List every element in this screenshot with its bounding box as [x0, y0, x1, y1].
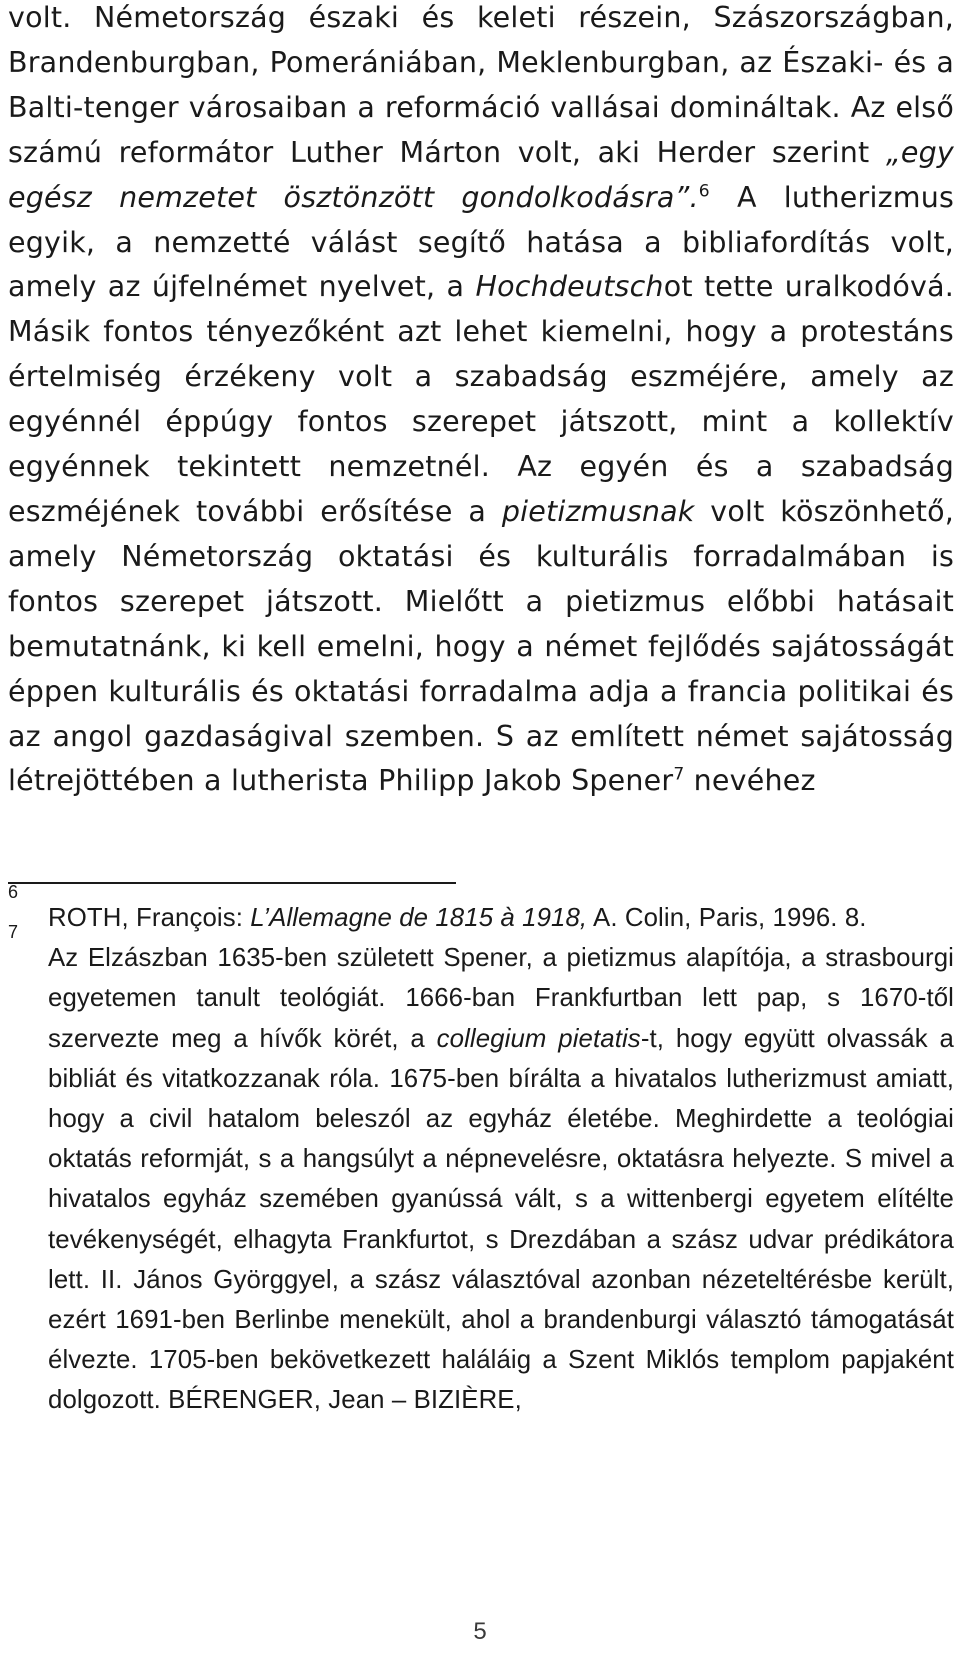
footnote-text: -t, hogy együtt olvassák a bibliát és vitatkozzanak róla. 1675-ben bírálta a hivatalos lutherizmust amiatt, hogy a civil hatalom beleszól az egyház életébe. Meghirdette a teológiai oktatás reformját, s a hangsúlyt a népnevelésre, oktatásra helyezte. S mivel a hivatalos egyház szemében gyanússá vált, s a wittenbergi egyetem elítélte tevékenységét, elhagyta Frankfurtot, s Drezdában a szász udvar prédikátora lett. II. János Györggyel, a szász választóval azonban nézeteltérésbe került, ezért 1691-ben Berlinbe menekült, ahol a brandenburgi választó támogatását élvezte. 1705-ben bekövetkezett haláláig a Szent Miklós templom papjaként dolgozott. BÉRENGER, Jean – BIZIÈRE, [48, 1024, 954, 1415]
herder-quote: „egy egész nemzetet ösztönzött gondolkodásra”. [8, 135, 954, 214]
page-number: 5 [473, 1618, 487, 1645]
body-text-part: ot tette uralkodóvá. Másik fontos tényezőként azt lehet kiemelni, hogy a protestáns értelmiség érzékeny volt a szabadság eszméjére, amely az egyénnél éppúgy fontos szerepet játszott, mint a kollektív egyénnek tekintett nemzetnél. Az egyén és a szabadság eszméjének további erősítése a [8, 270, 955, 528]
footnote-ref-7[interactable]: 7 [673, 764, 685, 785]
footnote-7: 7 Az Elzászban 1635-ben született Spener, a pietizmus alapítója, a strasbourgi egyetemen tanult teológiát. 1666-ban Frankfurtban lett pap, s 1670-től szervezte meg a hívők körét, a collegium pietatis-t, hogy együtt olvassák a bibliát és vitatkozzanak róla. 1675-ben bírálta a hivatalos lutherizmust amiatt, hogy a civil hatalom beleszól az egyház életébe. Meghirdette a teológiai oktatás reformját, s a hangsúlyt a népnevelésre, oktatásra helyezte. S mivel a hivatalos egyház szemében gyanússá vált, s a wittenbergi egyetem elítélte tevékenységét, elhagyta Frankfurtot, s Drezdában a szász udvar prédikátora lett. II. János Györggyel, a szász választóval azonban nézeteltérésbe került, ezért 1691-ben Berlinbe menekült, ahol a brandenburgi választó támogatását élvezte. 1705-ben bekövetkezett haláláig a Szent Miklós templom papjaként dolgozott. BÉRENGER, Jean – BIZIÈRE, [8, 922, 954, 1415]
footnote-latin-term: collegium pietatis [436, 1024, 641, 1053]
body-text-part: nevéhez [684, 764, 816, 798]
footnote-ref-6[interactable]: 6 [698, 181, 710, 202]
footnote-text: A. Colin, Paris, 1996. 8. [587, 904, 867, 932]
footnotes-section [8, 882, 954, 1421]
footnote-6: 6 ROTH, François: L’Allemagne de 1815 à 1918, A. Colin, Paris, 1996. 8. [8, 882, 867, 932]
document-page [8, 0, 955, 1415]
footnote-text: ROTH, François: [48, 904, 251, 932]
body-paragraph [8, 0, 954, 804]
italic-term-pietizmus: pietizmusnak [501, 494, 695, 528]
footnote-text: Az Elzászban 1635-ben született Spener, a pietizmus alapítója, a strasbourgi egyetemen tanult teológiát. 1666-ban Frankfurtban lett pap, s 1670-től szervezte meg a hívők körét, a [48, 944, 954, 1053]
body-text-part: volt. Németország északi és keleti részein, Szászországban, Brandenburgban, Pomerániában, Meklenburgban, az Északi- és a Balti-tenger városaiban a reformáció vallásai domináltak. Az első számú reformátor Luther Márton volt, aki Herder szerint [8, 1, 954, 169]
italic-term-hochdeutsch: Hochdeutsch [475, 270, 664, 304]
body-text-part: A lutherizmus egyik, a nemzetté válást segítő hatása a bibliafordítás volt, amely az újfelnémet nyelvet, a [8, 180, 955, 304]
footnote-book-title: L’Allemagne de 1815 à 1918, [250, 904, 588, 932]
body-text-part: volt köszönhető, amely Németország oktatási és kulturális forradalmában is fontos szerepet játszott. Mielőtt a pietizmus előbbi hatásait bemutatnánk, ki kell emelni, hogy a német fejlődés sajátosságát éppen kulturális és oktatási forradalma adja a francia politikai és az angol gazdaságival szemben. S az említett német sajátosság létrejöttében a lutherista Philipp Jakob Spener [8, 494, 954, 798]
footnote-separator [8, 882, 456, 884]
